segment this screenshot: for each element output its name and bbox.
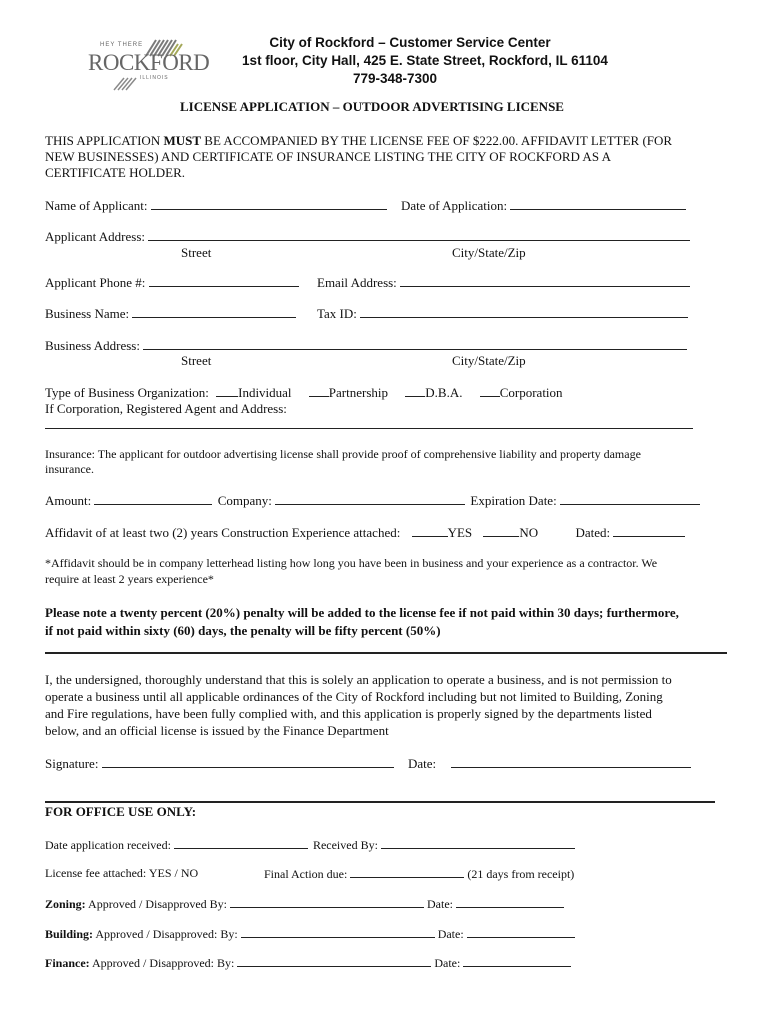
finance-date-field[interactable] — [463, 955, 571, 967]
email-address-field[interactable] — [400, 275, 690, 287]
finance-text: Approved / Disapproved: By: — [89, 956, 235, 970]
amount-label: Amount: — [45, 493, 92, 508]
logo-text-bottom: ILLINOIS — [140, 75, 169, 81]
affidavit-no: NO — [519, 525, 539, 540]
registered-agent-field[interactable] — [45, 428, 693, 429]
received-by-field[interactable] — [381, 837, 575, 849]
applicant-street-caption: Street — [181, 245, 212, 260]
declaration-line-3: and Fire regulations, have been fully complied with, and this application is properly signed by the departments listed — [45, 706, 652, 721]
type-of-business-row — [45, 385, 563, 401]
signature-date-field[interactable] — [451, 756, 691, 768]
affidavit-yes-checkline[interactable] — [412, 525, 448, 537]
applicant-phone-label: Applicant Phone #: — [45, 275, 146, 290]
date-of-application-row — [401, 198, 686, 214]
final-action-row — [264, 866, 574, 882]
final-action-note: (21 days from receipt) — [467, 867, 575, 881]
expiration-label: Expiration Date: — [470, 493, 557, 508]
affidavit-note-2: require at least 2 years experience* — [45, 572, 214, 586]
applicant-phone-row — [45, 275, 299, 291]
affidavit-yes: YES — [447, 525, 473, 540]
business-name-label: Business Name: — [45, 306, 130, 321]
tax-id-field[interactable] — [360, 306, 688, 318]
logo-text-top: HEY THERE — [100, 42, 144, 48]
form-title: LICENSE APPLICATION – OUTDOOR ADVERTISING LICENSE — [180, 99, 564, 114]
business-address-label: Business Address: — [45, 338, 140, 353]
intro-pre: THIS APPLICATION — [45, 133, 164, 148]
signature-date-label: Date: — [408, 756, 437, 771]
office-use-heading: FOR OFFICE USE ONLY: — [45, 804, 197, 819]
tax-id-row — [317, 306, 688, 322]
final-action-field[interactable] — [350, 866, 464, 878]
company-label: Company: — [217, 493, 272, 508]
affidavit-dated-label: Dated: — [575, 525, 611, 540]
insurance-line-1: Insurance: The applicant for outdoor advertising license shall provide proof of comprehensive liability and property damage — [45, 447, 641, 461]
zoning-date-field[interactable] — [456, 896, 564, 908]
email-address-row — [317, 275, 690, 291]
partnership-option: Partnership — [328, 385, 389, 400]
name-of-applicant-label: Name of Applicant: — [45, 198, 148, 213]
declaration-line-2: operate a business until all applicable ordinances of the City of Rockford including but not limited to Building, Zoning — [45, 689, 663, 704]
intro-line-2: NEW BUSINESSES) AND CERTIFICATE OF INSURANCE LISTING THE CITY OF ROCKFORD AS A — [45, 149, 611, 164]
penalty-line-1: Please note a twenty percent (20%) penalty will be added to the license fee if not paid within 30 days; furthermore, — [45, 605, 679, 620]
zoning-by-field[interactable] — [230, 896, 424, 908]
building-date-field[interactable] — [467, 926, 575, 938]
building-row — [45, 926, 575, 942]
building-label: Building: — [45, 927, 94, 941]
business-name-field[interactable] — [132, 306, 296, 318]
penalty-line-2: if not paid within sixty (60) days, the penalty will be fifty percent (50%) — [45, 623, 441, 638]
dba-checkline[interactable] — [405, 385, 425, 397]
rockford-logo — [86, 36, 210, 92]
insurance-row — [45, 493, 700, 509]
partnership-checkline[interactable] — [309, 385, 329, 397]
finance-label: Finance: — [45, 956, 90, 970]
applicant-address-row — [45, 229, 690, 245]
individual-option: Individual — [238, 385, 292, 400]
company-field[interactable] — [275, 493, 465, 505]
signature-label: Signature: — [45, 756, 99, 771]
finance-row — [45, 955, 571, 971]
applicant-address-label: Applicant Address: — [45, 229, 146, 244]
affidavit-label: Affidavit of at least two (2) years Construction Experience attached: — [45, 525, 401, 540]
zoning-row — [45, 896, 564, 912]
zoning-text: Approved / Disapproved By: — [85, 897, 228, 911]
intro-must: MUST — [163, 133, 202, 148]
name-of-applicant-row — [45, 198, 387, 214]
date-of-application-field[interactable] — [510, 198, 686, 210]
header-line-3: 779-348-7300 — [352, 71, 438, 86]
intro-line-1 — [45, 133, 672, 149]
applicant-phone-field[interactable] — [149, 275, 299, 287]
signature-row — [45, 756, 394, 772]
logo-text-main: ROCKFORD — [88, 50, 210, 75]
date-received-label: Date application received: — [45, 838, 171, 852]
corporation-option: Corporation — [499, 385, 563, 400]
building-text: Approved / Disapproved: By: — [93, 927, 238, 941]
business-address-row — [45, 338, 687, 354]
intro-line-3: CERTIFICATE HOLDER. — [45, 165, 186, 180]
affidavit-note-1: *Affidavit should be in company letterhead listing how long you have been in business and your experience as a contractor. We — [45, 556, 658, 570]
signature-date-row — [408, 756, 691, 772]
fee-attached-label: License fee attached: YES / NO — [45, 866, 199, 880]
business-city-caption: City/State/Zip — [452, 353, 526, 368]
section-divider-1 — [45, 652, 727, 654]
affidavit-row — [45, 525, 685, 541]
final-action-label: Final Action due: — [264, 867, 348, 881]
finance-by-field[interactable] — [237, 955, 431, 967]
expiration-field[interactable] — [560, 493, 700, 505]
section-divider-2 — [45, 801, 715, 803]
header-line-1: City of Rockford – Customer Service Center — [269, 35, 551, 50]
building-date-label: Date: — [437, 927, 464, 941]
name-of-applicant-field[interactable] — [151, 198, 387, 210]
intro-post: BE ACCOMPANIED BY THE LICENSE FEE OF $222.00. AFFIDAVIT LETTER (FOR — [201, 133, 673, 148]
header-line-2: 1st floor, City Hall, 425 E. State Street, Rockford, IL 61104 — [242, 53, 608, 68]
affidavit-dated-field[interactable] — [613, 525, 685, 537]
business-name-row — [45, 306, 296, 322]
registered-agent-label: If Corporation, Registered Agent and Address: — [45, 401, 287, 416]
individual-checkline[interactable] — [216, 385, 238, 397]
tax-id-label: Tax ID: — [317, 306, 357, 321]
zoning-label: Zoning: — [45, 897, 86, 911]
date-received-row — [45, 837, 575, 853]
type-of-business-label: Type of Business Organization: — [45, 385, 209, 400]
applicant-city-caption: City/State/Zip — [452, 245, 526, 260]
email-address-label: Email Address: — [317, 275, 397, 290]
declaration-line-1: I, the undersigned, thoroughly understand that this is solely an application to operate a business, and is not permission to — [45, 672, 672, 687]
signature-field[interactable] — [102, 756, 394, 768]
zoning-date-label: Date: — [427, 897, 454, 911]
building-by-field[interactable] — [241, 926, 435, 938]
received-by-label: Received By: — [312, 838, 378, 852]
business-address-field[interactable] — [143, 338, 687, 350]
declaration-line-4: below, and an official license is issued by the Finance Department — [45, 723, 389, 738]
insurance-line-2: insurance. — [45, 462, 94, 476]
date-received-field[interactable] — [174, 837, 308, 849]
finance-date-label: Date: — [434, 956, 461, 970]
dba-option: D.B.A. — [425, 385, 463, 400]
applicant-address-field[interactable] — [148, 229, 690, 241]
affidavit-no-checkline[interactable] — [483, 525, 519, 537]
business-street-caption: Street — [181, 353, 212, 368]
corporation-checkline[interactable] — [480, 385, 500, 397]
date-of-application-label: Date of Application: — [401, 198, 508, 213]
amount-field[interactable] — [94, 493, 212, 505]
